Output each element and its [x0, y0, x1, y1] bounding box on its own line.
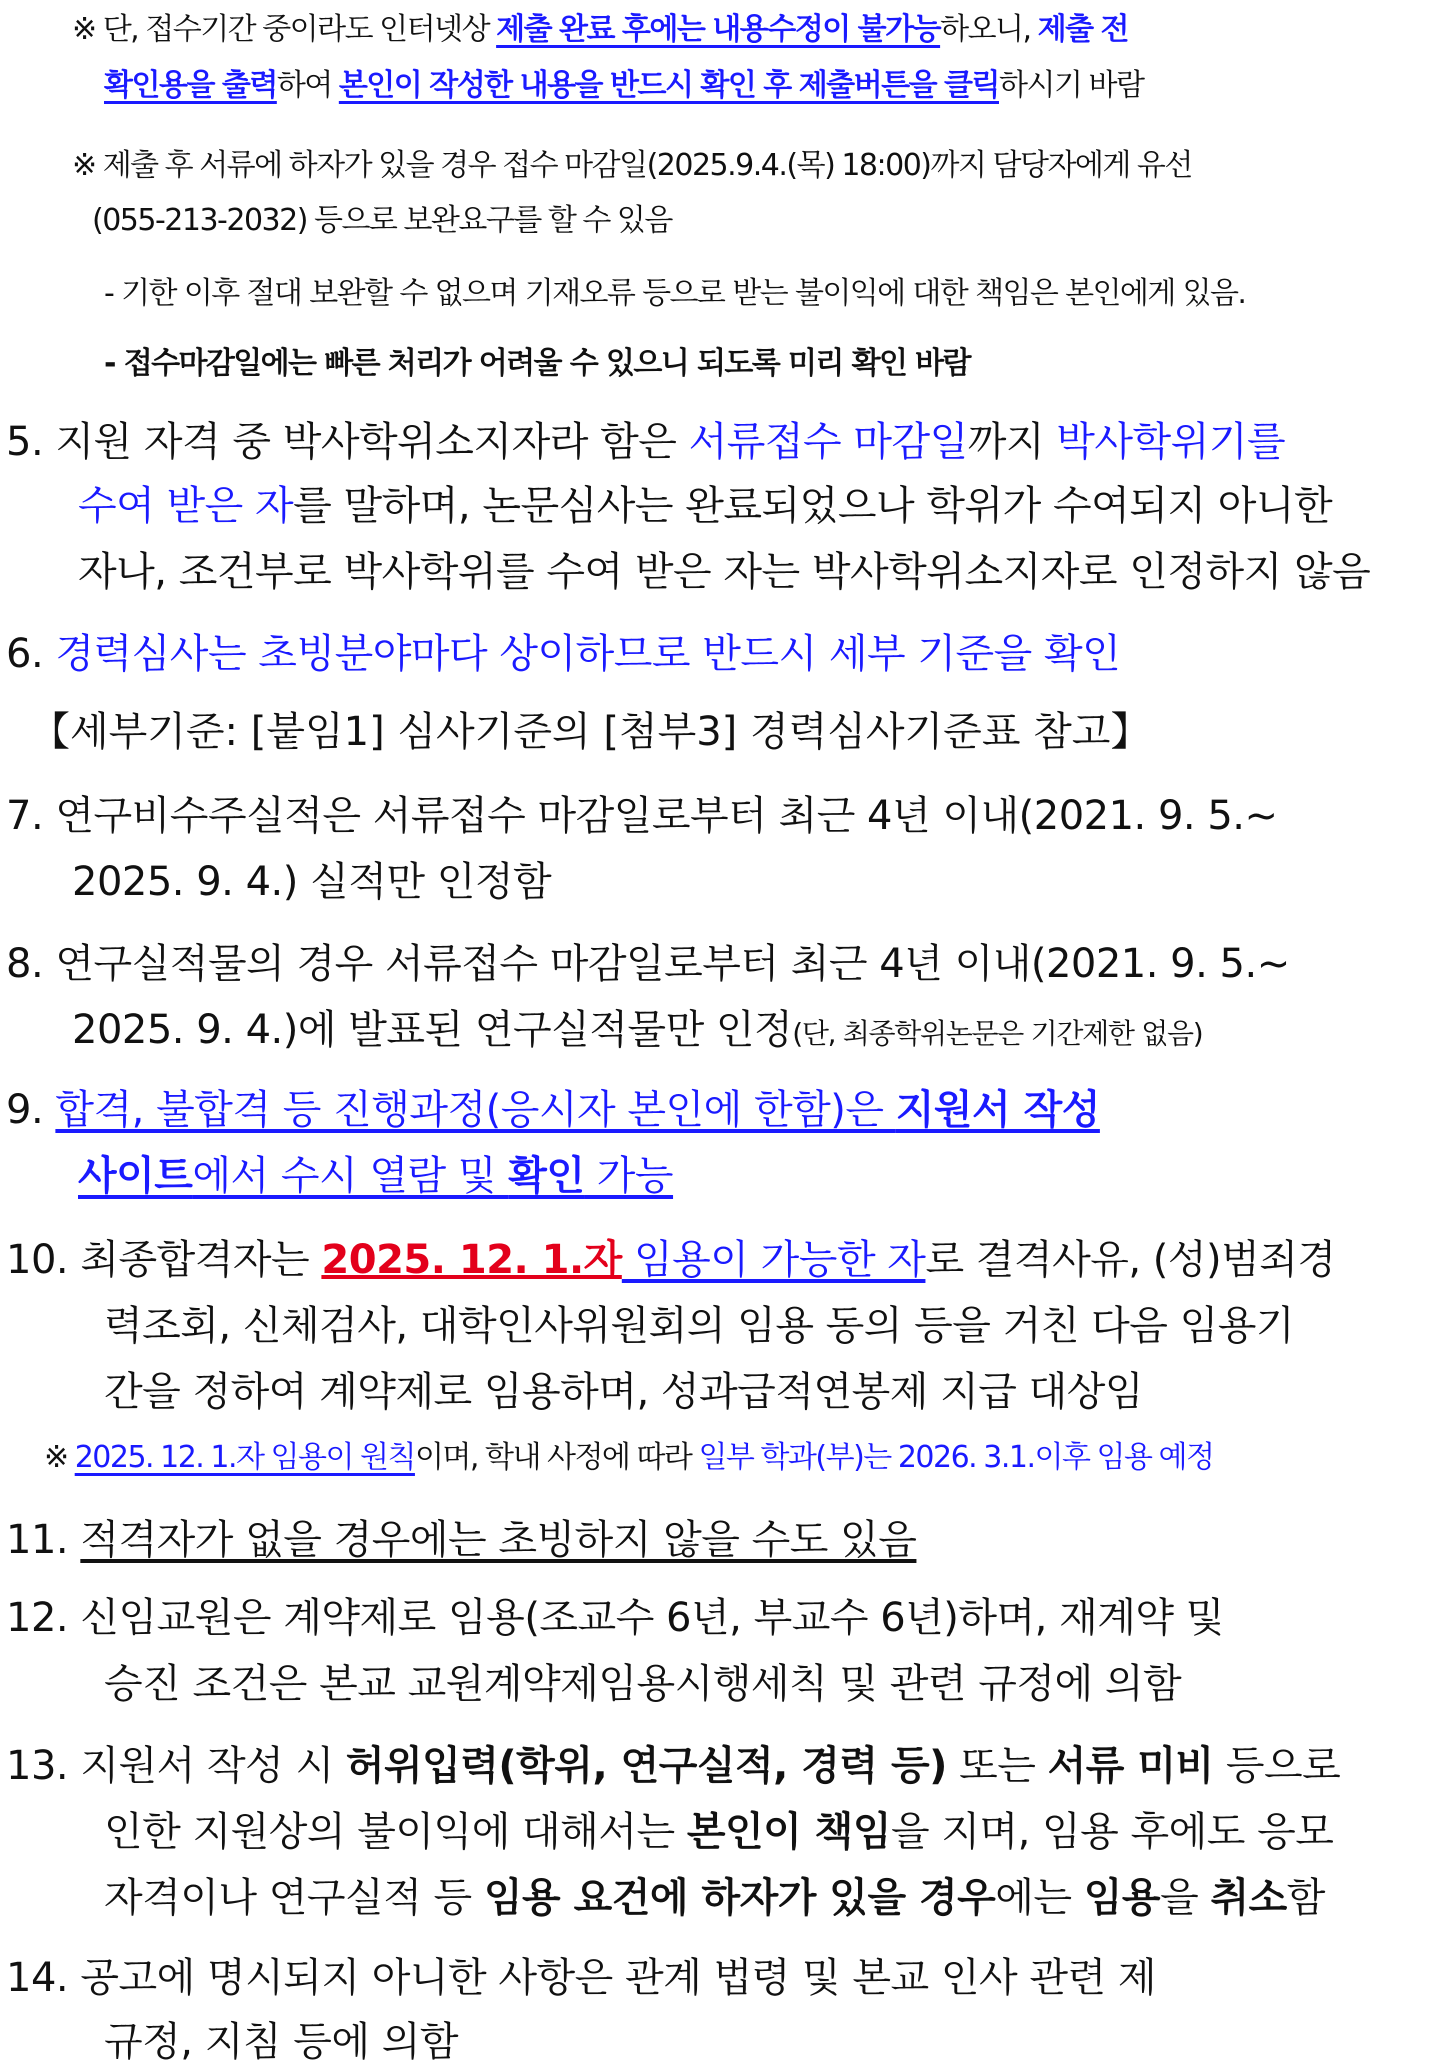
note-text: 단, 접수기간 중이라도 인터넷상 — [102, 12, 497, 47]
emphasis-text: 확인 — [508, 1153, 585, 1199]
emphasis-text: 사이트 — [78, 1153, 193, 1199]
emphasis-text: 제출 완료 후에는 내용수정이 불가능 — [496, 12, 941, 47]
item-10-line-2: 력조회, 신체검사, 대학인사위원회의 임용 동의 등을 거친 다음 임용기 — [104, 1303, 1295, 1349]
item-text: 에는 — [995, 1875, 1084, 1921]
item-text: 공고에 명시되지 아니한 사항은 관계 법령 및 본교 인사 관련 제 — [80, 1955, 1156, 2001]
item-number: 10. — [6, 1237, 69, 1283]
item-text: 2025. 9. 4.)에 발표된 연구실적물만 인정 — [72, 1007, 793, 1053]
item-12-line-1 — [6, 1586, 1224, 1643]
emphasis-text: 제출 전 — [1037, 12, 1128, 47]
item-8-line-1 — [6, 932, 1290, 989]
emphasis-text: 지원서 작성 — [895, 1087, 1100, 1133]
item-text: 인한 지원상의 불이익에 대해서는 — [104, 1809, 687, 1855]
item-text: 자격이나 연구실적 등 — [104, 1875, 484, 1921]
reference-mark: ※ — [44, 1440, 68, 1475]
item-text: 신임교원은 계약제로 임용(조교수 6년, 부교수 6년)하며, 재계약 및 — [80, 1595, 1224, 1641]
item-7-line-2: 2025. 9. 4.) 실적만 인정함 — [72, 859, 552, 905]
item-text: 또는 — [946, 1743, 1048, 1789]
emphasis-text: 일부 학과(부)는 2026. 3.1.이후 임용 예정 — [698, 1440, 1214, 1475]
item-number: 6. — [6, 631, 44, 677]
item-number: 13. — [6, 1743, 69, 1789]
item-10-note — [44, 1432, 1213, 1476]
item-13-line-2 — [104, 1800, 1333, 1857]
note-text: 하여 — [276, 68, 339, 103]
bold-text: 허위입력(학위, 연구실적, 경력 등) — [345, 1743, 947, 1789]
item-5-line-2 — [78, 474, 1332, 531]
note-2-line-2: (055-213-2032) 등으로 보완요구를 할 수 있음 — [92, 203, 672, 238]
note-text: 이며, 학내 사정에 따라 — [414, 1440, 699, 1475]
item-13-line-1 — [6, 1734, 1340, 1791]
bold-text: 서류 미비 — [1047, 1743, 1214, 1789]
item-9-line-2 — [78, 1144, 673, 1201]
item-number: 8. — [6, 941, 44, 987]
item-text: 적격자가 없을 경우에는 초빙하지 않을 수도 있음 — [80, 1517, 917, 1563]
note-2-dash-1: - 기한 이후 절대 보완할 수 없으며 기재오류 등으로 받는 불이익에 대한 책임은 본인에게 있음. — [104, 276, 1246, 311]
emphasis-text: 확인용을 출력 — [104, 68, 277, 103]
item-11-line-1 — [6, 1508, 916, 1565]
item-text: 을 — [1160, 1875, 1211, 1921]
parenthetical-text: (단, 최종학위논문은 기간제한 없음) — [792, 1017, 1203, 1050]
emphasis-text: 합격, 불합격 등 진행과정(응시자 본인에 한함)은 — [55, 1087, 896, 1133]
note-1-line-2 — [104, 60, 1143, 104]
emphasis-text: 2025. 12. 1.자 임용이 원칙 — [74, 1440, 415, 1475]
note-text: 하시기 바람 — [999, 68, 1144, 103]
item-7-line-1 — [6, 784, 1278, 841]
emphasis-text: 임용이 가능한 자 — [621, 1237, 926, 1283]
reference-mark: ※ — [72, 12, 96, 47]
bold-text: 취소 — [1210, 1875, 1287, 1921]
item-6-reference: 【세부기준: [붙임1] 심사기준의 [첨부3] 경력심사기준표 참고】 — [30, 709, 1151, 755]
emphasis-text: 박사학위기를 — [1056, 419, 1286, 465]
item-text: 까지 — [967, 419, 1057, 465]
note-text: 하오니, — [940, 12, 1038, 47]
bold-text: 임용 — [1083, 1875, 1161, 1921]
item-13-line-3 — [104, 1866, 1325, 1923]
item-text: 최종합격자는 — [80, 1237, 322, 1283]
emphasis-text: 본인이 작성한 내용을 반드시 확인 후 제출버튼을 클릭 — [338, 68, 999, 103]
note-1-line-1 — [72, 4, 1128, 48]
bold-text: 본인이 책임 — [686, 1809, 891, 1855]
item-text: 지원 자격 중 박사학위소지자라 함은 — [55, 419, 689, 465]
item-10-line-3: 간을 정하여 계약제로 임용하며, 성과급적연봉제 지급 대상임 — [104, 1369, 1144, 1415]
item-text: 연구실적물의 경우 서류접수 마감일로부터 최근 4년 이내(2021. 9. 5.~ — [55, 941, 1290, 987]
note-text: 제출 후 서류에 하자가 있을 경우 접수 마감일(2025.9.4.(목) 18:00)까지 담당자에게 유선 — [102, 148, 1192, 183]
item-9-line-1 — [6, 1078, 1100, 1135]
item-5-line-3: 자나, 조건부로 박사학위를 수여 받은 자는 박사학위소지자로 인정하지 않음 — [78, 549, 1371, 595]
item-text: 함 — [1286, 1875, 1325, 1921]
item-14-line-2: 규정, 지침 등에 의함 — [104, 2019, 458, 2065]
item-number: 5. — [6, 419, 44, 465]
note-2-dash-2: - 접수마감일에는 빠른 처리가 어려울 수 있으니 되도록 미리 확인 바람 — [104, 346, 970, 381]
item-12-line-2: 승진 조건은 본교 교원계약제임용시행세칙 및 관련 규정에 의함 — [104, 1661, 1182, 1707]
note-2-line-1 — [72, 140, 1192, 184]
item-text: 을 지며, 임용 후에도 응모 — [890, 1809, 1334, 1855]
item-14-line-1 — [6, 1946, 1156, 2003]
reference-mark: ※ — [72, 148, 96, 183]
emphasis-text: 경력심사는 초빙분야마다 상이하므로 반드시 세부 기준을 확인 — [55, 631, 1121, 677]
emphasis-text: 서류접수 마감일 — [688, 419, 968, 465]
bold-text: 임용 요건에 하자가 있을 경우 — [483, 1875, 996, 1921]
item-number: 7. — [6, 793, 44, 839]
item-text: 지원서 작성 시 — [80, 1743, 346, 1789]
item-text: 연구비수주실적은 서류접수 마감일로부터 최근 4년 이내(2021. 9. 5.~ — [55, 793, 1278, 839]
item-10-line-1 — [6, 1228, 1336, 1285]
date-emphasis: 2025. 12. 1.자 — [321, 1237, 622, 1283]
item-text: 를 말하며, 논문심사는 완료되었으나 학위가 수여되지 아니한 — [293, 483, 1333, 529]
emphasis-text: 가능 — [584, 1153, 674, 1199]
item-number: 12. — [6, 1595, 69, 1641]
item-text: 등으로 — [1213, 1743, 1341, 1789]
item-5-line-1 — [6, 410, 1285, 467]
item-8-line-2 — [72, 998, 1202, 1055]
emphasis-text: 에서 수시 열람 및 — [192, 1153, 509, 1199]
item-number: 14. — [6, 1955, 69, 2001]
item-number: 11. — [6, 1517, 69, 1563]
emphasis-text: 수여 받은 자 — [78, 483, 294, 529]
item-6-line-1 — [6, 622, 1120, 679]
item-text: 로 결격사유, (성)범죄경 — [925, 1237, 1336, 1283]
item-number: 9. — [6, 1087, 44, 1133]
